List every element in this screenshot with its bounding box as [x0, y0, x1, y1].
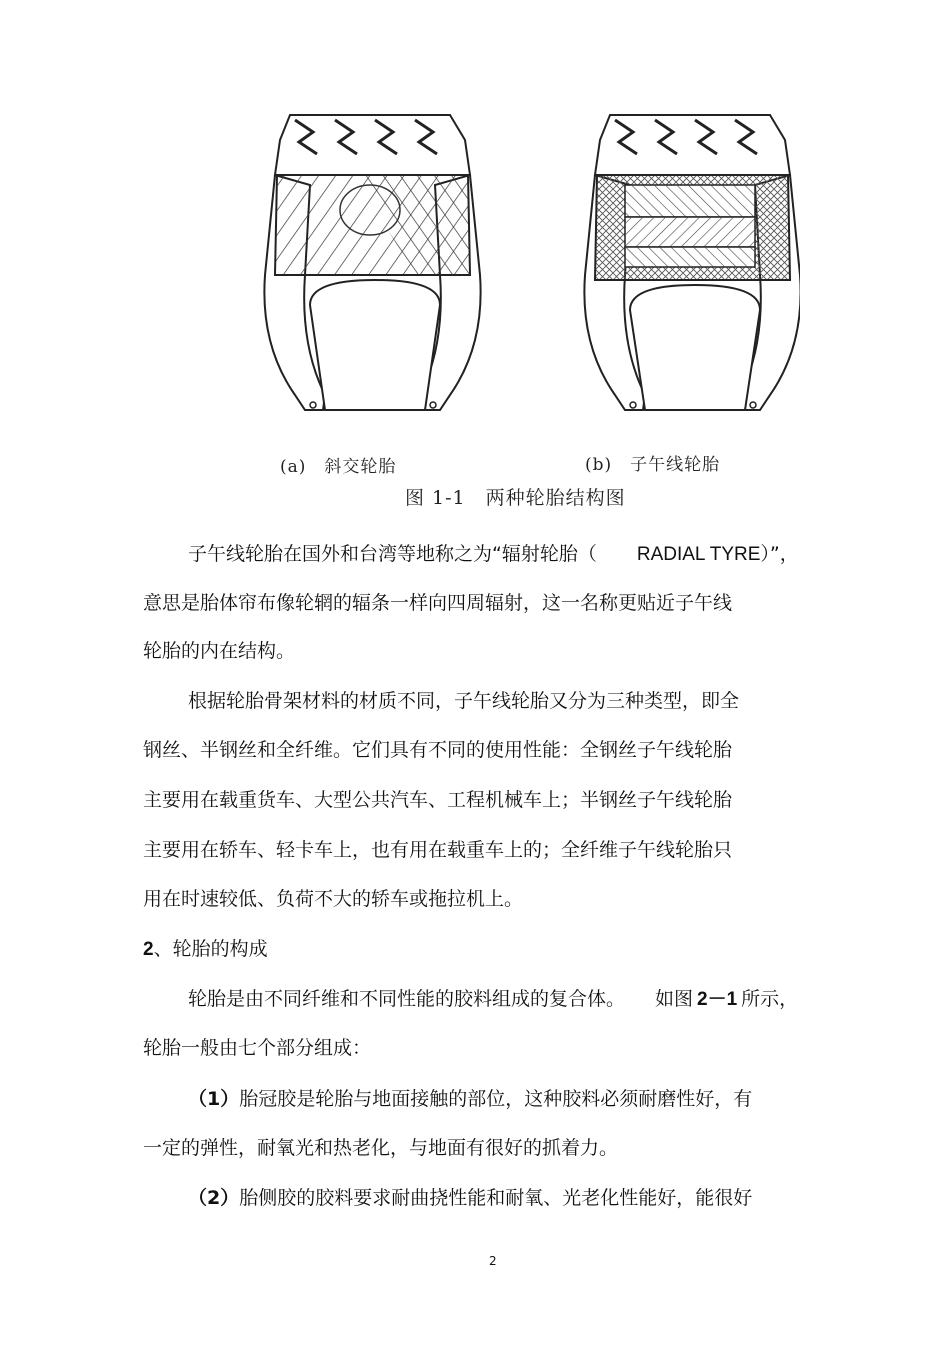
text-span: 如图	[655, 988, 694, 1010]
text-span: 胎冠胶是轮胎与地面接触的部位，这种胶料必须耐磨性好，有	[239, 1088, 753, 1110]
paragraph-2-line-5: 用在时速较低、负荷不大的轿车或拖拉机上。	[143, 888, 524, 910]
paragraph-2-line-2: 钢丝、半钢丝和全纤维。它们具有不同的使用性能：全钢丝子午线轮胎	[143, 739, 733, 761]
paragraph-2-line-1: 根据轮胎骨架材料的材质不同，子午线轮胎又分为三种类型，即全	[188, 690, 740, 712]
paragraph-4-line-2: 一定的弹性，耐氧光和热老化，与地面有很好的抓着力。	[143, 1137, 619, 1159]
paragraph-3-line-2: 轮胎一般由七个部分组成：	[143, 1037, 372, 1059]
paragraph-4-line-1	[188, 1086, 888, 1112]
text-span: 胎侧胶的胶料要求耐曲挠性能和耐氧、光老化性能好，能很好	[239, 1187, 753, 1209]
figure-caption-b: (b) 子午线轮胎	[585, 455, 721, 475]
text-span: 子午线轮胎在国外和台湾等地称之为“辐射轮胎（	[188, 543, 597, 565]
paragraph-1-line-3: 轮胎的内在结构。	[143, 640, 296, 662]
figure-reference: 2－1	[697, 989, 738, 1010]
bias-tire-diagram	[264, 115, 480, 410]
item-number: （1）	[188, 1088, 240, 1110]
heading-text: 、轮胎的构成	[153, 938, 268, 960]
tire-diagrams	[200, 80, 800, 510]
paragraph-2-line-4: 主要用在轿车、轻卡车上，也有用在载重车上的；全纤维子午线轮胎只	[143, 839, 733, 861]
item-number: （2）	[188, 1187, 240, 1209]
text-span: 所示，	[741, 988, 799, 1010]
section-heading	[143, 936, 843, 963]
text-span: 轮胎是由不同纤维和不同性能的胶料组成的复合体。	[188, 988, 626, 1010]
page-number: 2	[489, 1254, 497, 1268]
text-span-latin: RADIAL TYRE	[636, 544, 761, 565]
paragraph-2-line-3: 主要用在载重货车、大型公共汽车、工程机械车上；半钢丝子午线轮胎	[143, 789, 733, 811]
radial-tire-diagram	[584, 115, 800, 410]
figure-caption-a: (a) 斜交轮胎	[280, 457, 397, 477]
paragraph-1-line-1	[188, 541, 888, 568]
text-span: ）”，	[760, 543, 799, 565]
paragraph-3-line-1	[188, 986, 888, 1013]
figure-title: 图 1-1 两种轮胎结构图	[405, 487, 626, 509]
heading-number: 2	[143, 939, 154, 960]
tire-structure-figure	[200, 80, 800, 510]
paragraph-1-line-2: 意思是胎体帘布像轮辋的辐条一样向四周辐射，这一名称更贴近子午线	[143, 592, 733, 614]
paragraph-5-line-1	[188, 1185, 888, 1211]
